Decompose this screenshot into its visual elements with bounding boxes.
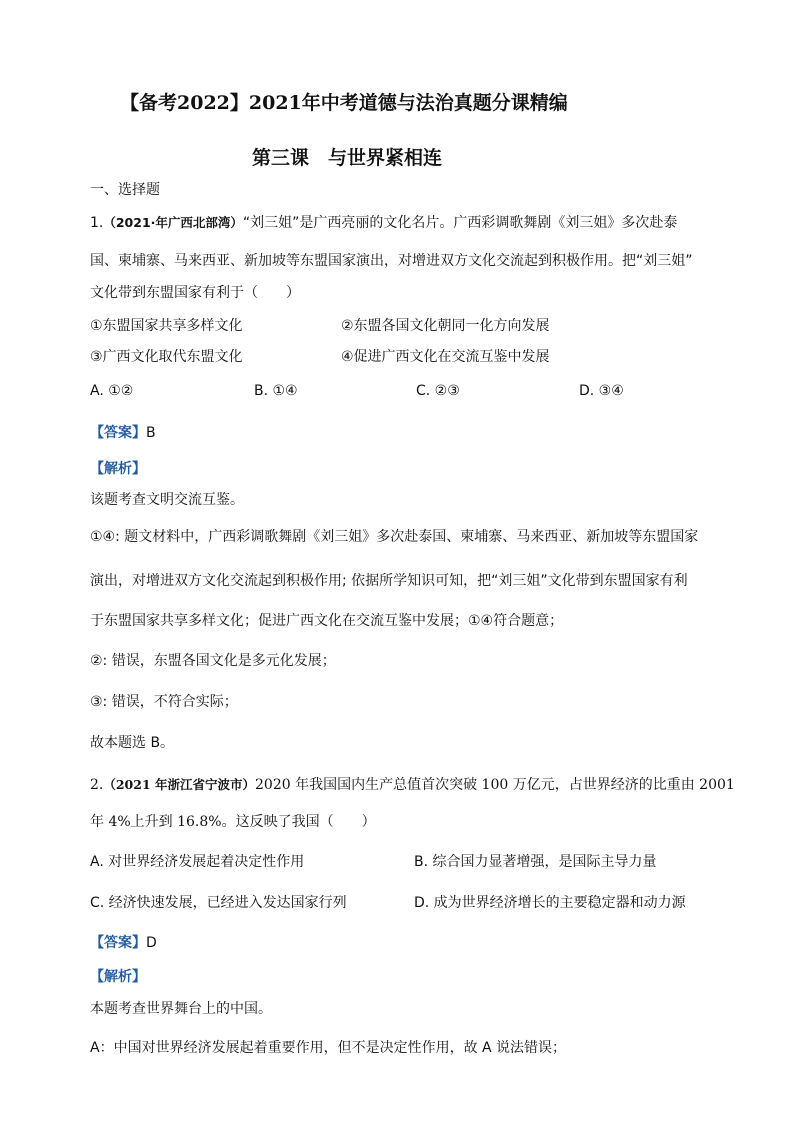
q1-answer-value: B [146,425,156,441]
q1-number: 1. [90,215,104,231]
q1-stem-text: “刘三姐”是广西亮丽的文化名片。广西彩调歌舞剧《刘三姐》多次赴泰 [242,215,678,231]
q2-stem-line-2: 年 4%上升到 16.8%。这反映了我国（ ） [90,814,376,830]
q2-analysis-line-2: A：中国对世界经济发展起着重要作用，但不是决定性作用，故 A 说法错误； [90,1040,567,1056]
q1-statement-3: ③广西文化取代东盟文化 [90,349,243,365]
lesson-title: 第三课 与世界紧相连 [252,147,443,169]
q1-answer [90,424,156,442]
q1-analysis-line-3: 演出，对增进双方文化交流起到积极作用; 依据所学知识可知，把“刘三姐”文化带到东盟国家有利 [90,573,688,589]
q2-answer-label: 【答案】 [90,935,146,951]
q2-number: 2. [90,777,104,793]
q2-stem-text: 2020 年我国国内生产总值首次突破 100 万亿元，占世界经济的比重由 2001 [255,777,735,793]
q1-choice-c: C. ②③ [416,383,460,399]
q2-source: （2021 年浙江省宁波市） [103,777,256,792]
q1-analysis-line-6: ③: 错误，不符合实际； [90,694,238,710]
q2-choice-c: C. 经济快速发展，已经进入发达国家行列 [90,895,347,911]
q1-analysis-line-7: 故本题选 B。 [90,735,175,751]
q1-analysis-line-2: ①④: 题文材料中，广西彩调歌舞剧《刘三姐》多次赴泰国、柬埔寨、马来西亚、新加坡等东盟国家 [90,529,699,545]
q1-statement-4: ④促进广西文化在交流互鉴中发展 [341,349,550,365]
q1-answer-label: 【答案】 [90,425,146,441]
section-heading: 一、选择题 [90,182,160,198]
q2-analysis-line-1: 本题考查世界舞台上的中国。 [90,1001,272,1017]
q2-choice-b: B. 综合国力显著增强，是国际主导力量 [414,854,657,870]
q2-answer-value: D [146,935,157,951]
document-title: 【备考2022】2021年中考道德与法治真题分课精编 [120,92,568,114]
q2-stem-line-1 [90,776,735,794]
q1-stem-line-1 [90,214,677,232]
q1-choice-d: D. ③④ [579,383,624,399]
q1-analysis-line-5: ②: 错误，东盟各国文化是多元化发展； [90,653,336,669]
q1-analysis-label: 【解析】 [90,461,146,477]
q1-choice-b: B. ①④ [254,383,298,399]
q2-choice-a: A. 对世界经济发展起着决定性作用 [90,854,305,870]
q1-analysis-line-1: 该题考查文明交流互鉴。 [90,492,244,508]
q1-stem-line-3: 文化带到东盟国家有利于（ ） [90,285,300,301]
q1-stem-line-2: 国、柬埔寨、马来西亚、新加坡等东盟国家演出，对增进双方文化交流起到积极作用。把“刘三姐” [90,253,693,269]
q1-choice-a: A. ①② [90,383,134,399]
q1-statement-1: ①东盟国家共享多样文化 [90,318,243,334]
q2-answer [90,934,157,952]
q1-statement-2: ②东盟各国文化朝同一化方向发展 [341,318,550,334]
q1-analysis-line-4: 于东盟国家共享多样文化；促进广西文化在交流互鉴中发展；①④符合题意； [90,613,564,629]
q2-choice-d: D. 成为世界经济增长的主要稳定器和动力源 [414,895,686,911]
q1-source: （2021·年广西北部湾） [103,215,243,230]
q2-analysis-label: 【解析】 [90,969,146,985]
